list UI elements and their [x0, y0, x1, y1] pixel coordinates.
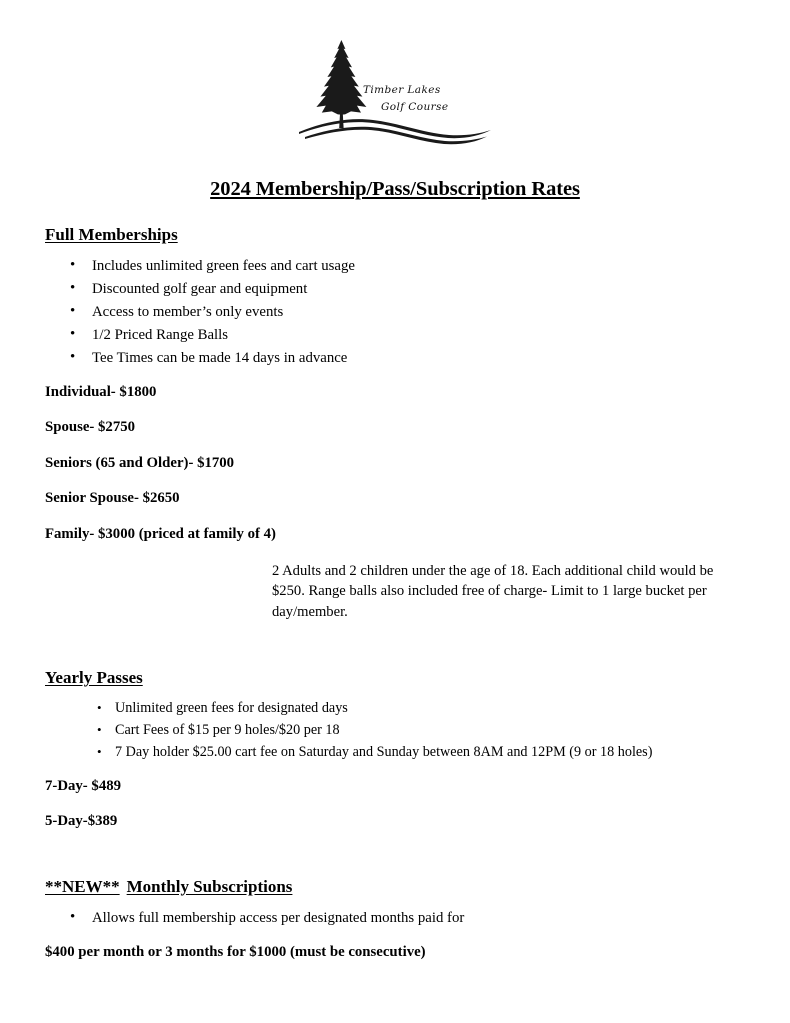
page-title: 2024 Membership/Pass/Subscription Rates [210, 178, 580, 200]
list-item: • Tee Times can be made 14 days in advance [45, 348, 745, 369]
list-item: • Unlimited green fees for designated days [45, 699, 745, 719]
list-item: • Cart Fees of $15 per 9 holes/$20 per 18 [45, 721, 745, 741]
section-heading-full-memberships: Full Memberships [45, 225, 178, 244]
list-item: • Includes unlimited green fees and cart usage [45, 256, 745, 277]
benefits-list-monthly-subscriptions [45, 908, 745, 929]
logo-wordmark [363, 82, 448, 116]
logo-line-2: Golf Course [381, 101, 449, 113]
logo-line-1: Timber Lakes [363, 84, 441, 96]
price-line-5-day: 5-Day-$389 [45, 813, 118, 829]
section-monthly-subscriptions [45, 877, 745, 962]
family-note-paragraph: 2 Adults and 2 children under the age of 18. Each additional child would be $250. Range balls also included free of charge- Limit to 1 large bucket per day/member. [272, 562, 714, 620]
benefits-list-full-memberships [45, 256, 745, 369]
price-line-7-day: 7-Day- $489 [45, 777, 122, 794]
price-line-senior-spouse: Senior Spouse- $2650 [45, 490, 180, 506]
price-line-seniors: Seniors (65 and Older)- $1700 [45, 454, 235, 471]
section-yearly-passes [45, 668, 745, 831]
price-line-family: Family- $3000 (priced at family of 4) [45, 525, 276, 542]
logo-header [0, 36, 790, 156]
list-item: • 1/2 Priced Range Balls [45, 325, 745, 346]
price-line-spouse: Spouse- $2750 [45, 419, 136, 435]
section-heading-monthly-subscriptions [45, 877, 745, 897]
list-item: • 7 Day holder $25.00 cart fee on Saturday and Sunday between 8AM and 12PM (9 or 18 holes) [45, 743, 745, 763]
section-full-memberships [45, 225, 745, 622]
price-line-individual: Individual- $1800 [45, 383, 157, 400]
price-line-monthly: $400 per month or 3 months for $1000 (must be consecutive) [45, 943, 426, 960]
list-item: • Discounted golf gear and equipment [45, 279, 745, 300]
list-item: • Allows full membership access per designated months paid for [45, 908, 745, 929]
list-item: • Access to member’s only events [45, 302, 745, 323]
new-badge: **NEW** [45, 877, 120, 896]
section-heading-label: Monthly Subscriptions [126, 877, 293, 896]
section-heading-yearly-passes: Yearly Passes [45, 668, 143, 687]
document-body [45, 178, 745, 977]
benefits-list-yearly-passes [45, 699, 745, 763]
